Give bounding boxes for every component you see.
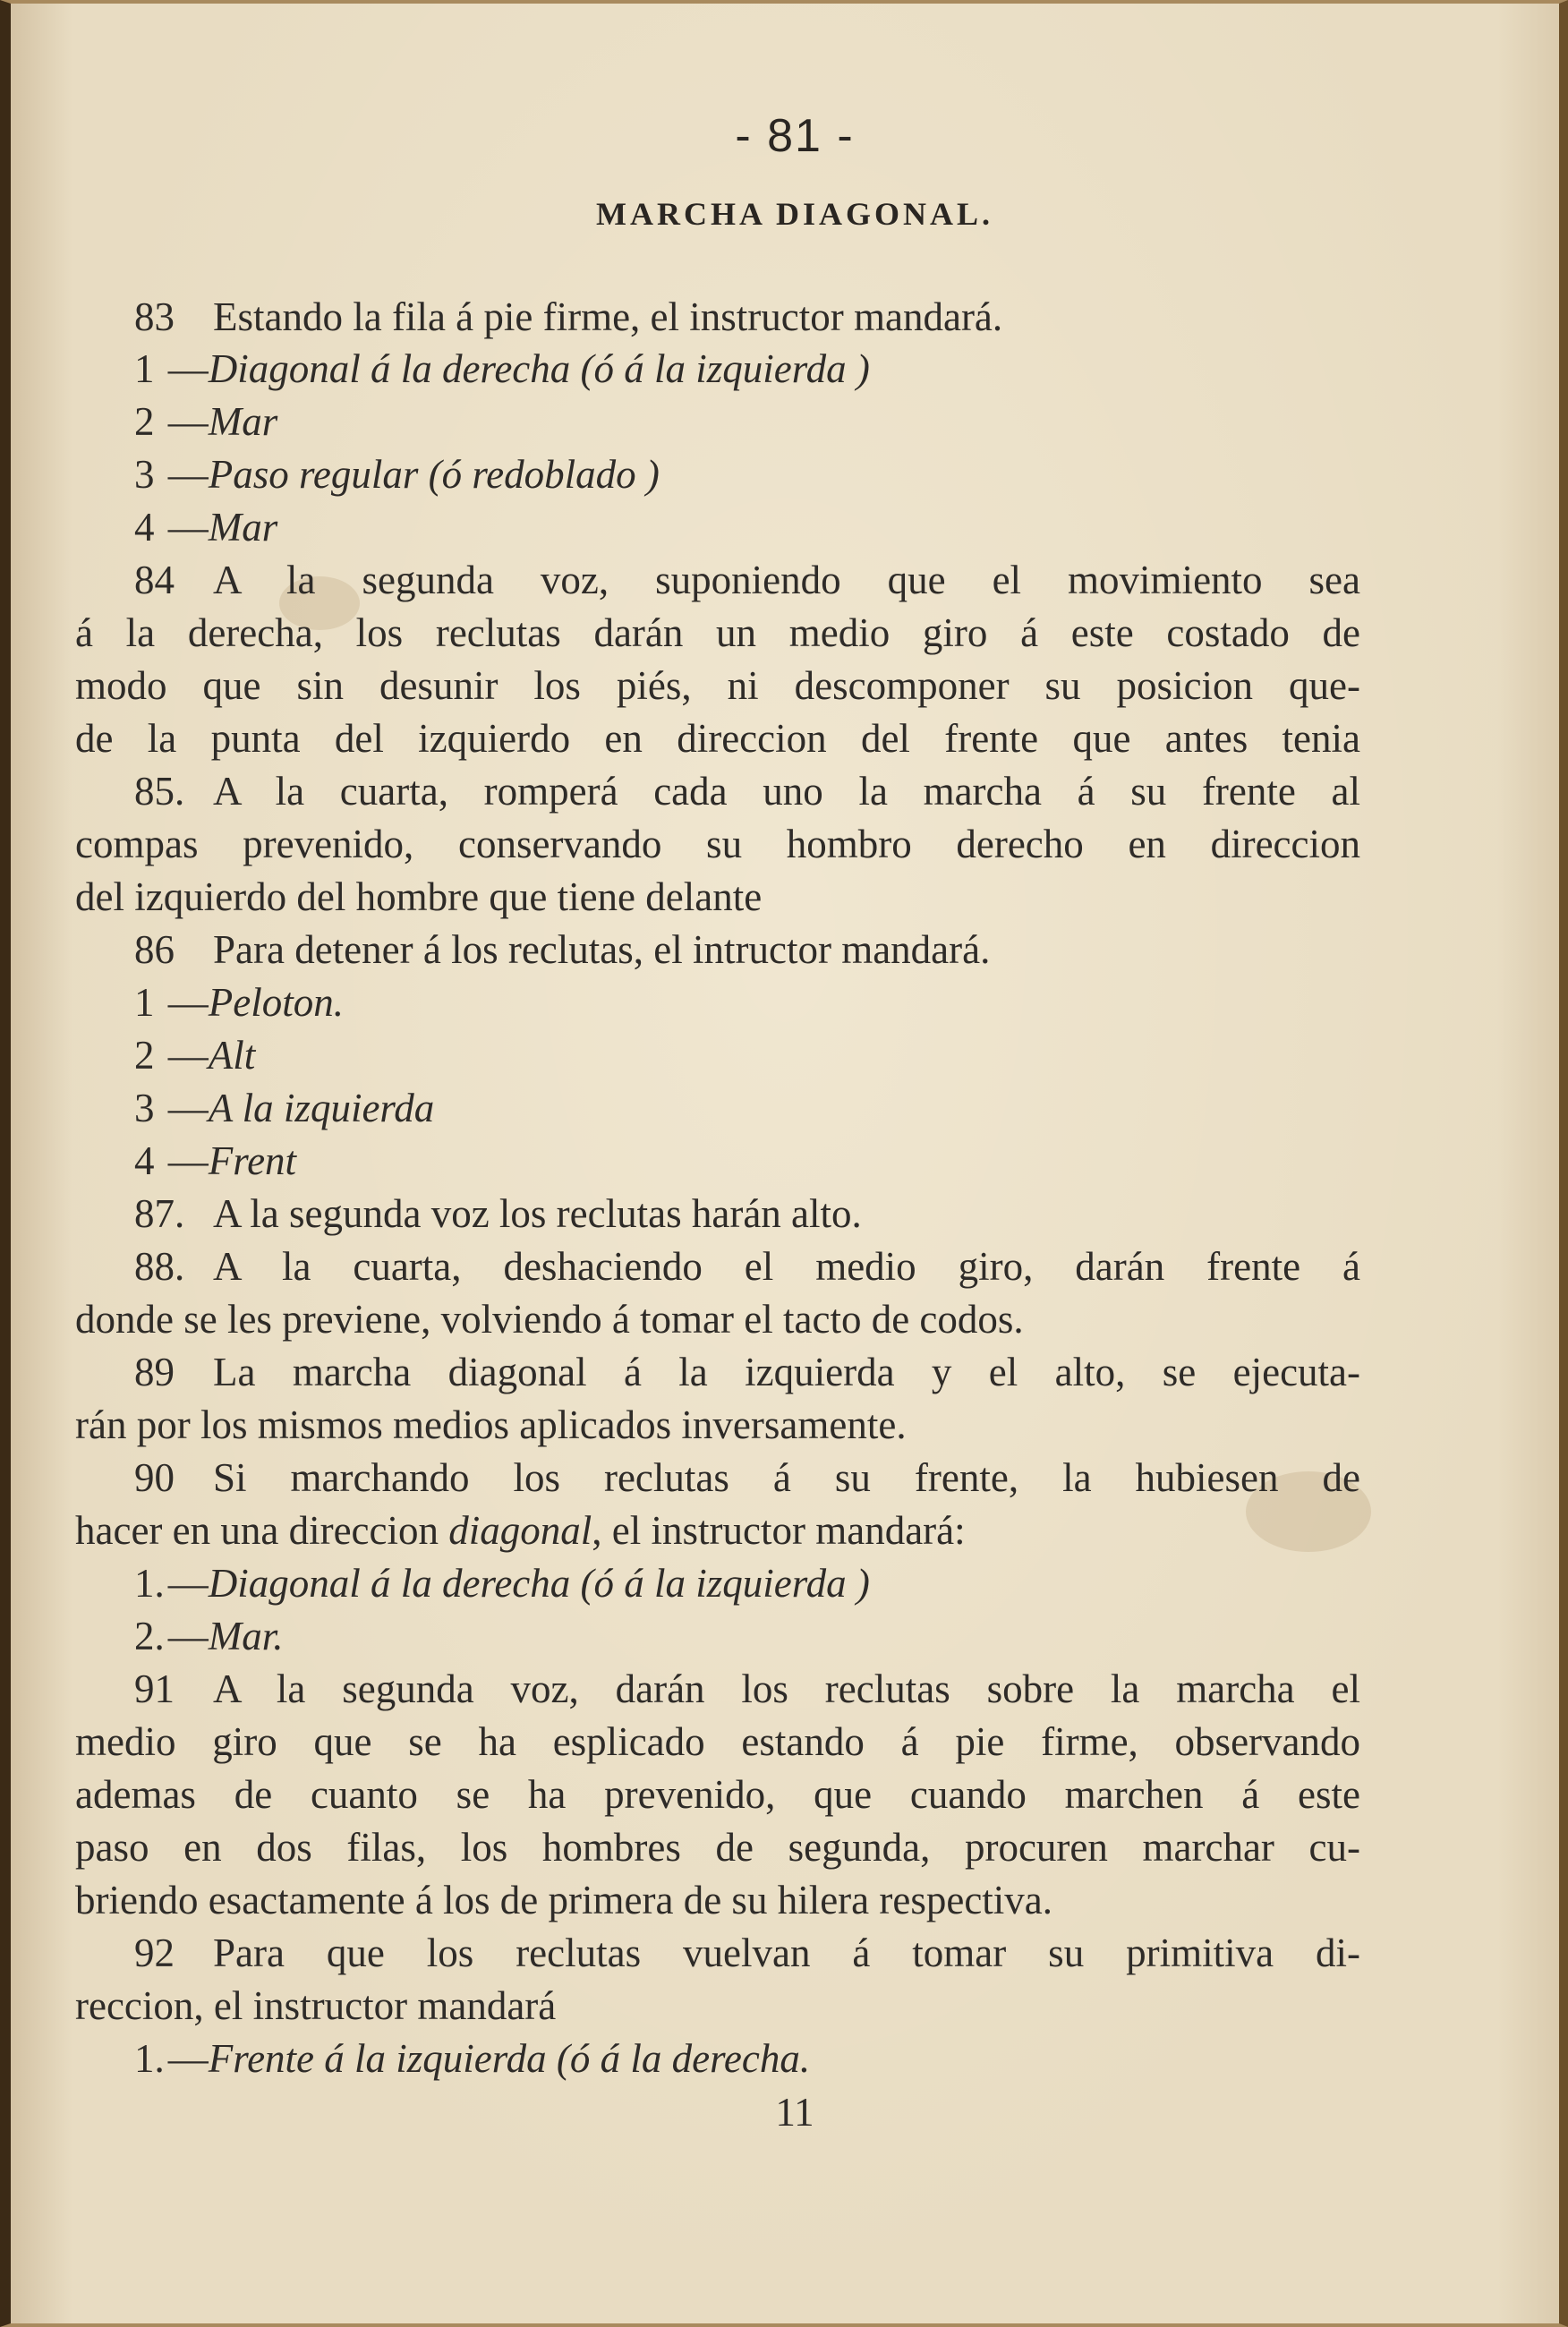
line-text: A la segunda voz los reclutas harán alto.: [213, 1191, 862, 1236]
command-text: Alt: [208, 1033, 256, 1078]
command-line: [134, 1556, 1360, 1610]
command-number: 1.: [134, 2036, 165, 2081]
command-line: [134, 395, 1360, 448]
line-text: reccion, el instructor mandará: [75, 1983, 557, 2028]
paragraph-line: [134, 1662, 1360, 1716]
command-line: [134, 1028, 1360, 1082]
line-text: briendo esactamente á los de primera de su hilera respectiva.: [75, 1878, 1053, 1922]
paragraph-line: [134, 290, 1360, 344]
command-alternative: (ó á la izquierda ): [570, 1561, 870, 1606]
paragraph-line: [134, 764, 1360, 818]
line-text: La marcha diagonal á la izquierda y el alto, se ejecuta-: [213, 1350, 1360, 1394]
paragraph-number: 83: [134, 294, 175, 339]
command-separator: —: [158, 1086, 209, 1130]
command-line: [134, 1609, 1360, 1663]
paragraph-number: 90: [134, 1455, 175, 1500]
paragraph-line: [75, 1979, 1360, 2033]
command-text: Diagonal á la derecha: [208, 346, 571, 391]
command-line: [134, 2032, 1360, 2085]
line-text: hacer en una direccion: [75, 1508, 449, 1553]
paragraph-line: [134, 1345, 1360, 1399]
command-alternative: (ó redoblado ): [418, 452, 660, 497]
command-line: [134, 976, 1360, 1029]
command-separator: —: [167, 2036, 209, 2081]
command-text: Paso regular: [208, 452, 419, 497]
command-line: [134, 448, 1360, 501]
line-text: modo que sin desunir los piés, ni descomponer su posicion que-: [75, 663, 1360, 708]
paragraph-line: [75, 659, 1360, 712]
line-text: de la punta del izquierdo en direccion del frente que antes tenia: [75, 716, 1360, 761]
line-emphasis: diagonal: [448, 1508, 592, 1553]
command-line: [134, 500, 1360, 554]
page-number: - 81 -: [735, 110, 855, 162]
command-number: 4: [134, 505, 155, 550]
line-text: A la cuarta, deshaciendo el medio giro, darán frente á: [213, 1244, 1360, 1289]
command-number: 2: [134, 1033, 155, 1078]
command-number: 2: [134, 399, 155, 444]
paragraph-line: [75, 1820, 1360, 1874]
line-text: rán por los mismos medios aplicados inversamente.: [75, 1402, 907, 1447]
command-text: Mar: [208, 399, 278, 444]
command-number: 3: [134, 452, 155, 497]
paragraph-number: 84: [134, 558, 175, 602]
command-text: Peloton.: [208, 980, 344, 1025]
paragraph-line: [75, 1873, 1360, 1927]
line-text: Si marchando los reclutas á su frente, la hubiesen de: [213, 1455, 1360, 1500]
command-number: 1.: [134, 1561, 165, 1606]
paragraph-number: 89: [134, 1350, 175, 1394]
line-text: compas prevenido, conservando su hombro derecho en direccion: [75, 822, 1360, 866]
paragraph-number: 86: [134, 927, 175, 972]
paragraph-line: [134, 1240, 1360, 1293]
command-separator: —: [158, 505, 209, 550]
command-separator: —: [158, 452, 209, 497]
command-number: 2.: [134, 1614, 165, 1658]
signature-mark: 11: [775, 2090, 814, 2135]
paragraph-number: 87.: [134, 1191, 185, 1236]
line-text: Para que los reclutas vuelvan á tomar su primitiva di-: [213, 1931, 1360, 1975]
command-line: [134, 342, 1360, 396]
paragraph-number: 91: [134, 1666, 175, 1711]
command-separator: —: [158, 399, 209, 444]
command-separator: —: [167, 1614, 209, 1658]
command-number: 1: [134, 980, 155, 1025]
line-text: A la cuarta, romperá cada uno la marcha á su frente al: [213, 769, 1360, 814]
command-text: Mar: [208, 505, 278, 550]
paragraph-line: [75, 1292, 1360, 1346]
command-line: [134, 1081, 1360, 1135]
command-alternative: (ó á la izquierda ): [570, 346, 870, 391]
command-number: 3: [134, 1086, 155, 1130]
line-text: donde se les previene, volviendo á tomar el tacto de codos.: [75, 1297, 1024, 1342]
line-text: , el instructor mandará:: [592, 1508, 966, 1553]
line-text: paso en dos filas, los hombres de segunda, procuren marchar cu-: [75, 1825, 1360, 1870]
paragraph-line: [75, 1768, 1360, 1821]
paragraph-number: 88.: [134, 1244, 185, 1289]
command-text: Diagonal á la derecha: [208, 1561, 571, 1606]
command-separator: —: [158, 980, 209, 1025]
paragraph-line: [75, 1398, 1360, 1452]
line-text: Para detener á los reclutas, el intructor mandará.: [213, 927, 991, 972]
command-separator: —: [158, 1138, 209, 1183]
line-text: Estando la fila á pie firme, el instructor mandará.: [213, 294, 1003, 339]
paragraph-line: [134, 1187, 1360, 1240]
line-text: medio giro que se ha esplicado estando á pie firme, observando: [75, 1719, 1360, 1764]
paragraph-line: [134, 553, 1360, 607]
command-separator: —: [158, 1033, 209, 1078]
command-line: [134, 1134, 1360, 1188]
running-head: MARCHA DIAGONAL.: [595, 196, 993, 232]
paragraph-line: [134, 1451, 1360, 1504]
command-separator: —: [167, 1561, 209, 1606]
line-text: A la segunda voz, darán los reclutas sobre la marcha el: [213, 1666, 1360, 1711]
paragraph-line: [75, 1715, 1360, 1769]
command-text: Frente á la izquierda: [208, 2036, 547, 2081]
paragraph-line: [75, 817, 1360, 871]
paragraph-number: 85.: [134, 769, 185, 814]
command-number: 4: [134, 1138, 155, 1183]
paragraph-number: 92: [134, 1931, 175, 1975]
paragraph-line: [75, 606, 1360, 660]
paragraph-line: [75, 712, 1360, 765]
line-text: A la segunda voz, suponiendo que el movimiento sea: [213, 558, 1360, 602]
paragraph-line: [134, 923, 1360, 976]
line-text: ademas de cuanto se ha prevenido, que cuando marchen á este: [75, 1772, 1360, 1817]
line-text: á la derecha, los reclutas darán un medio giro á este costado de: [75, 610, 1360, 655]
paragraph-line: [134, 1926, 1360, 1980]
command-text: Mar.: [208, 1614, 284, 1658]
paragraph-line: [75, 870, 1360, 924]
command-alternative: (ó á la derecha.: [546, 2036, 811, 2081]
command-number: 1: [134, 346, 155, 391]
paragraph-line: [75, 1504, 1360, 1557]
command-text: Frent: [208, 1138, 297, 1183]
command-separator: —: [158, 346, 209, 391]
command-text: A la izquierda: [208, 1086, 435, 1130]
line-text: del izquierdo del hombre que tiene delante: [75, 874, 763, 919]
